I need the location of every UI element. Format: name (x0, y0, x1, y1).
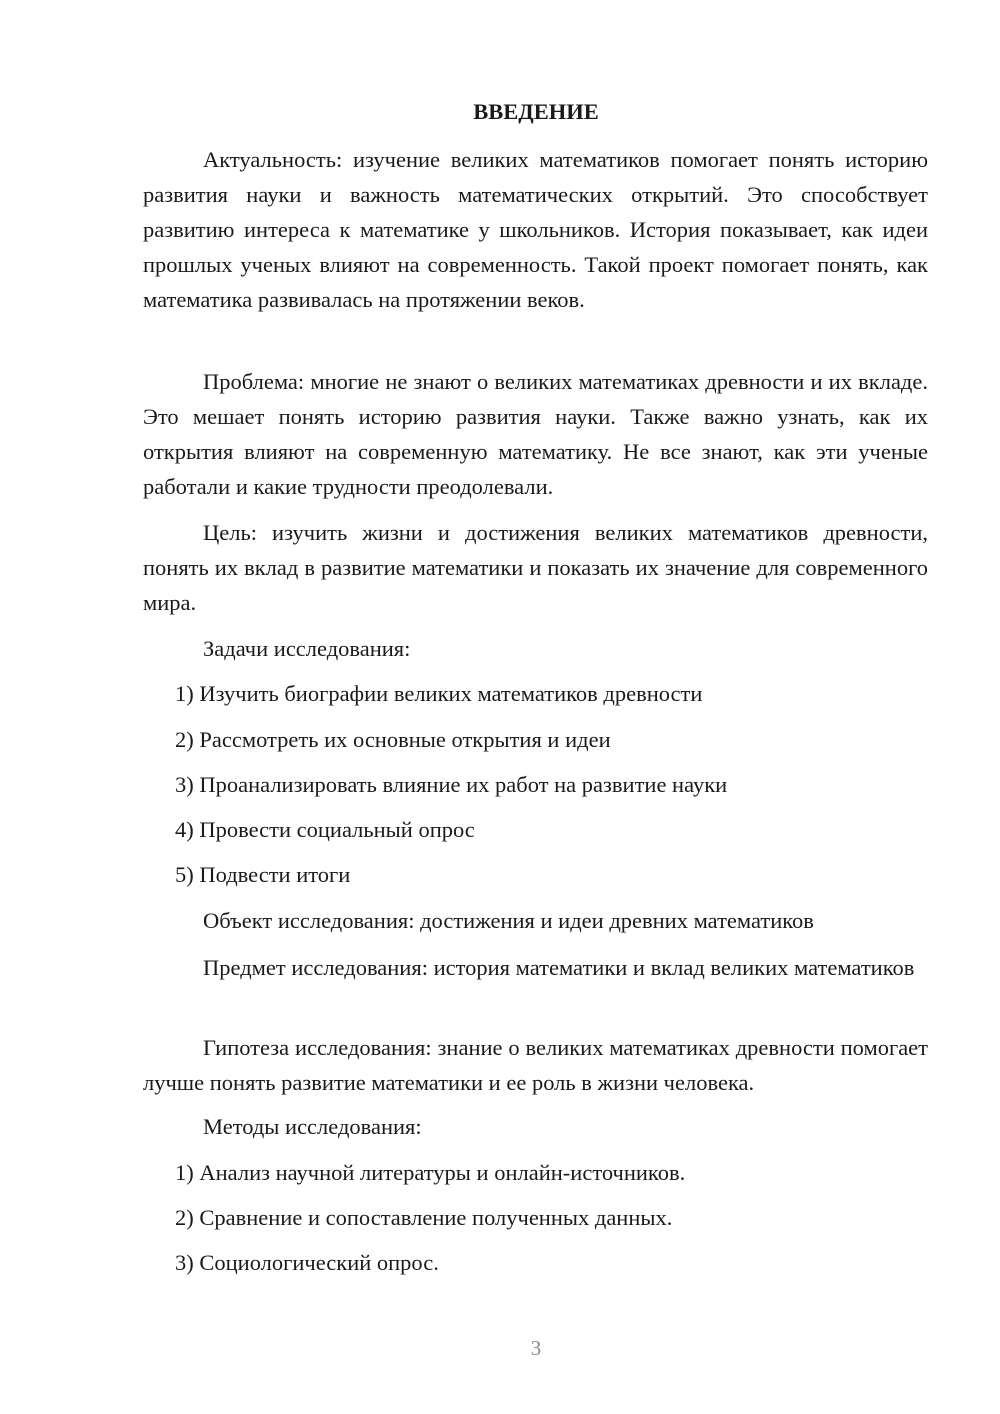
method-item: 2) Сравнение и сопоставление полученных данных. (175, 1205, 673, 1230)
task-item: 1) Изучить биографии великих математиков древности (175, 681, 703, 706)
method-item: 1) Анализ научной литературы и онлайн-источников. (175, 1160, 686, 1185)
method-item: 3) Социологический опрос. (175, 1250, 439, 1275)
task-item: 2) Рассмотреть их основные открытия и идеи (175, 727, 611, 752)
task-item: 4) Провести социальный опрос (175, 817, 475, 842)
hypothesis-paragraph: Гипотеза исследования: знание о великих математиках древности помогает лучше понять развитие математики и ее роль в жизни человека. (143, 1035, 928, 1095)
task-item: 5) Подвести итоги (175, 862, 351, 887)
task-item: 3) Проанализировать влияние их работ на развитие науки (175, 772, 728, 797)
subject-paragraph: Предмет исследования: история математики и вклад великих математиков (203, 955, 915, 980)
relevance-paragraph: Актуальность: изучение великих математиков помогает понять историю развития науки и важность математических открытий. Это способствует развитию интереса к математике у школьников. История показывает, как идеи прошлых ученых влияют на современность. Такой проект помогает понять, как математика развивалась на протяжении веков. (143, 147, 928, 312)
problem-paragraph: Проблема: многие не знают о великих математиках древности и их вкладе. Это мешает понять историю развития науки. Также важно узнать, как их открытия влияют на современную математику. Не все знают, как эти ученые работали и какие трудности преодолевали. (143, 369, 928, 499)
page-number: 3 (530, 1336, 542, 1360)
methods-heading: Методы исследования: (203, 1114, 422, 1139)
tasks-heading: Задачи исследования: (203, 636, 411, 661)
object-statement: Объект исследования: достижения и идеи древних математиков (203, 908, 814, 933)
goal-paragraph: Цель: изучить жизни и достижения великих математиков древности, понять их вклад в развитие математики и показать их значение для современного мира. (143, 520, 928, 615)
page-title: ВВЕДЕНИЕ (473, 99, 599, 124)
